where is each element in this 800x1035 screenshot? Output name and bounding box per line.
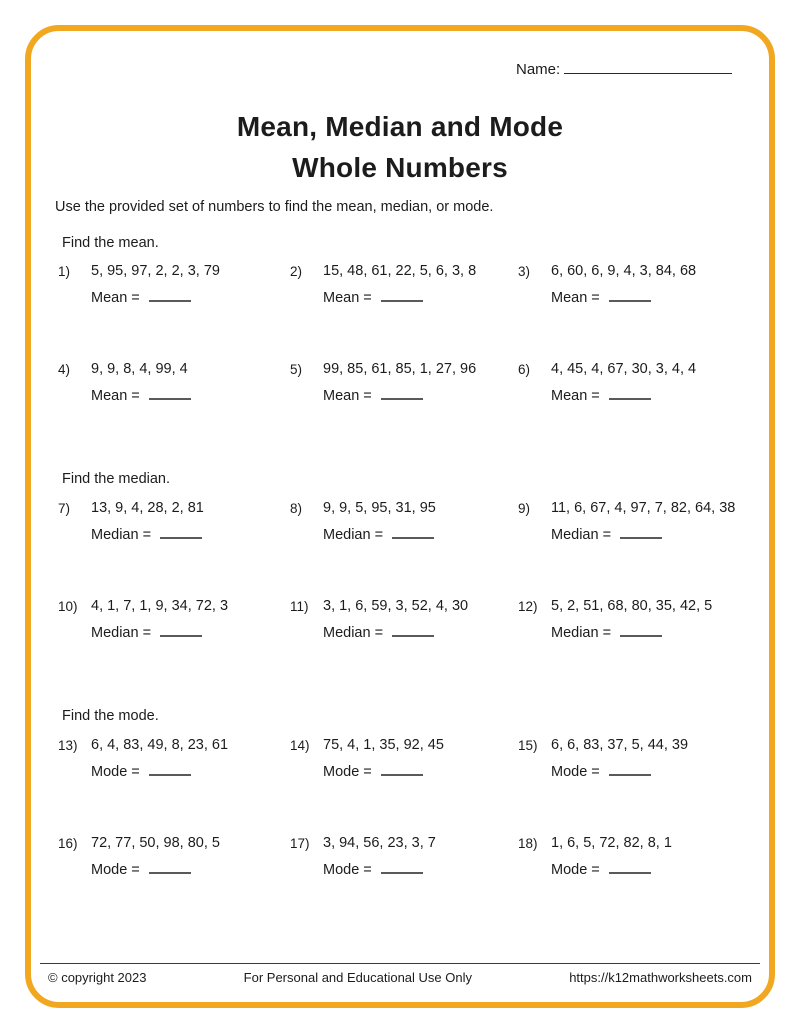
number-set: 75, 4, 1, 35, 92, 45 bbox=[323, 737, 444, 753]
problem-number: 8) bbox=[290, 501, 303, 516]
problem-17 bbox=[290, 835, 518, 878]
problem-number: 6) bbox=[518, 362, 531, 377]
answer-blank[interactable] bbox=[620, 527, 662, 539]
footer bbox=[40, 970, 760, 985]
answer-blank[interactable] bbox=[381, 290, 423, 302]
answer-blank[interactable] bbox=[149, 862, 191, 874]
number-set: 13, 9, 4, 28, 2, 81 bbox=[91, 500, 204, 516]
answer-blank[interactable] bbox=[609, 290, 651, 302]
problem-3 bbox=[518, 263, 764, 306]
number-set: 6, 60, 6, 9, 4, 3, 84, 68 bbox=[551, 263, 697, 279]
answer-label: Mean = bbox=[551, 290, 600, 306]
answer-label: Median = bbox=[91, 625, 152, 641]
footer-url[interactable]: https://k12mathworksheets.com bbox=[569, 970, 752, 985]
number-set: 3, 1, 6, 59, 3, 52, 4, 30 bbox=[323, 598, 469, 614]
answer-blank[interactable] bbox=[160, 625, 202, 637]
answer-blank[interactable] bbox=[149, 764, 191, 776]
number-set: 9, 9, 5, 95, 31, 95 bbox=[323, 500, 436, 516]
number-set: 5, 95, 97, 2, 2, 3, 79 bbox=[91, 263, 220, 279]
answer-blank[interactable] bbox=[149, 290, 191, 302]
answer-blank[interactable] bbox=[609, 862, 651, 874]
problem-16 bbox=[58, 835, 290, 878]
problem-number: 11) bbox=[290, 599, 309, 614]
number-set: 5, 2, 51, 68, 80, 35, 42, 5 bbox=[551, 598, 713, 614]
problem-5 bbox=[290, 361, 518, 404]
answer-blank[interactable] bbox=[149, 388, 191, 400]
footer-usage-text: For Personal and Educational Use Only bbox=[243, 970, 473, 985]
number-set: 11, 6, 67, 4, 97, 7, 82, 64, 38 bbox=[551, 500, 736, 516]
name-field-row bbox=[516, 60, 732, 78]
footer-copyright: © copyright 2023 bbox=[48, 970, 147, 985]
problem-number: 9) bbox=[518, 501, 531, 516]
problem-number: 5) bbox=[290, 362, 303, 377]
mean-problems-row-1 bbox=[58, 263, 764, 306]
problem-11 bbox=[290, 598, 518, 641]
problem-number: 1) bbox=[58, 264, 71, 279]
section-heading-median: Find the median. bbox=[62, 471, 171, 487]
title-line-1: Mean, Median and Mode bbox=[236, 111, 564, 142]
answer-blank[interactable] bbox=[392, 527, 434, 539]
problem-number: 13) bbox=[58, 738, 78, 753]
answer-label: Mean = bbox=[91, 290, 140, 306]
problem-13 bbox=[58, 737, 290, 780]
problem-number: 16) bbox=[58, 836, 78, 851]
answer-label: Mean = bbox=[323, 290, 372, 306]
number-set: 3, 94, 56, 23, 3, 7 bbox=[323, 835, 436, 851]
median-problems-row-1 bbox=[58, 500, 764, 543]
mode-problems-row-2 bbox=[58, 835, 764, 878]
problem-number: 14) bbox=[290, 738, 310, 753]
answer-label: Median = bbox=[323, 625, 384, 641]
answer-label: Median = bbox=[551, 625, 612, 641]
section-heading-mean: Find the mean. bbox=[62, 235, 159, 251]
problem-number: 3) bbox=[518, 264, 531, 279]
answer-label: Mode = bbox=[91, 764, 140, 780]
problem-number: 15) bbox=[518, 738, 538, 753]
answer-label: Mode = bbox=[323, 764, 372, 780]
number-set: 4, 1, 7, 1, 9, 34, 72, 3 bbox=[91, 598, 229, 614]
answer-blank[interactable] bbox=[392, 625, 434, 637]
instructions-text: Use the provided set of numbers to find the mean, median, or mode. bbox=[55, 199, 494, 215]
problem-8 bbox=[290, 500, 518, 543]
problem-10 bbox=[58, 598, 290, 641]
problem-4 bbox=[58, 361, 290, 404]
median-problems-row-2 bbox=[58, 598, 764, 641]
answer-blank[interactable] bbox=[620, 625, 662, 637]
problem-number: 10) bbox=[58, 599, 78, 614]
answer-blank[interactable] bbox=[381, 388, 423, 400]
mode-problems-row-1 bbox=[58, 737, 764, 780]
answer-label: Median = bbox=[551, 527, 612, 543]
answer-blank[interactable] bbox=[381, 764, 423, 776]
problem-number: 17) bbox=[290, 836, 310, 851]
answer-label: Mode = bbox=[551, 764, 600, 780]
number-set: 4, 45, 4, 67, 30, 3, 4, 4 bbox=[551, 361, 697, 377]
problem-9 bbox=[518, 500, 764, 543]
answer-label: Mean = bbox=[551, 388, 600, 404]
answer-blank[interactable] bbox=[609, 764, 651, 776]
number-set: 99, 85, 61, 85, 1, 27, 96 bbox=[323, 361, 477, 377]
problem-2 bbox=[290, 263, 518, 306]
answer-label: Mode = bbox=[91, 862, 140, 878]
answer-label: Median = bbox=[323, 527, 384, 543]
answer-label: Median = bbox=[91, 527, 152, 543]
problem-14 bbox=[290, 737, 518, 780]
answer-label: Mode = bbox=[551, 862, 600, 878]
answer-label: Mean = bbox=[91, 388, 140, 404]
section-heading-mode: Find the mode. bbox=[62, 708, 159, 724]
page-title bbox=[0, 106, 800, 188]
footer-divider bbox=[40, 963, 760, 964]
problem-number: 4) bbox=[58, 362, 71, 377]
answer-blank[interactable] bbox=[381, 862, 423, 874]
problem-1 bbox=[58, 263, 290, 306]
name-blank-line[interactable] bbox=[564, 60, 732, 74]
answer-label: Mode = bbox=[323, 862, 372, 878]
problem-number: 2) bbox=[290, 264, 303, 279]
problem-18 bbox=[518, 835, 764, 878]
mean-problems-row-2 bbox=[58, 361, 764, 404]
number-set: 9, 9, 8, 4, 99, 4 bbox=[91, 361, 188, 377]
problem-12 bbox=[518, 598, 764, 641]
number-set: 6, 4, 83, 49, 8, 23, 61 bbox=[91, 737, 229, 753]
problem-7 bbox=[58, 500, 290, 543]
answer-label: Mean = bbox=[323, 388, 372, 404]
problem-15 bbox=[518, 737, 764, 780]
number-set: 1, 6, 5, 72, 82, 8, 1 bbox=[551, 835, 672, 851]
problem-number: 12) bbox=[518, 599, 538, 614]
problem-number: 7) bbox=[58, 501, 71, 516]
answer-blank[interactable] bbox=[160, 527, 202, 539]
number-set: 15, 48, 61, 22, 5, 6, 3, 8 bbox=[323, 263, 477, 279]
answer-blank[interactable] bbox=[609, 388, 651, 400]
title-line-2: Whole Numbers bbox=[292, 152, 508, 183]
problem-6 bbox=[518, 361, 764, 404]
name-label: Name: bbox=[516, 61, 561, 78]
number-set: 72, 77, 50, 98, 80, 5 bbox=[91, 835, 220, 851]
number-set: 6, 6, 83, 37, 5, 44, 39 bbox=[551, 737, 689, 753]
problem-number: 18) bbox=[518, 836, 538, 851]
